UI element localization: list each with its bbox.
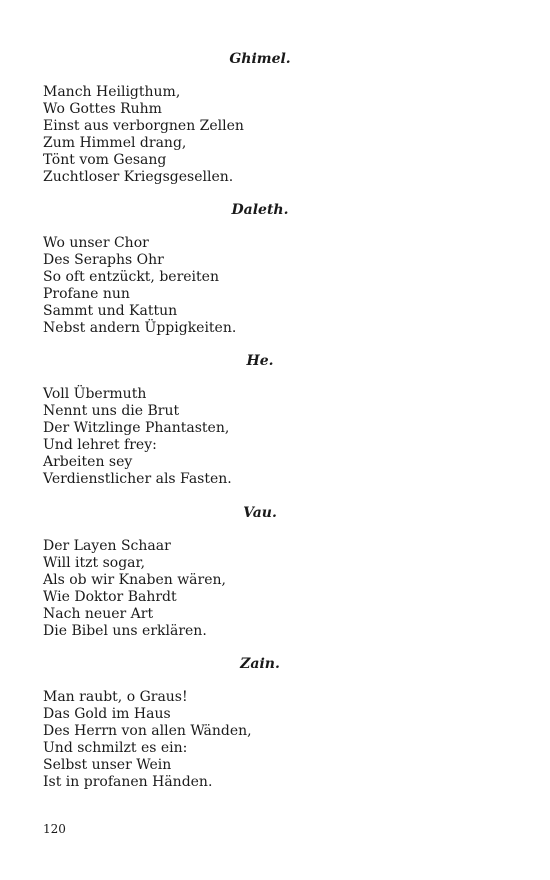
stanza-lines	[43, 538, 503, 639]
stanza-heading: He.	[246, 353, 274, 369]
stanza-heading: Vau.	[243, 505, 277, 521]
verse-line: Nach neuer Art	[43, 605, 154, 622]
verse-line: Das Gold im Haus	[43, 705, 171, 722]
verse-line: Will itzt sogar,	[43, 554, 146, 571]
stanza-heading: Ghimel.	[229, 51, 291, 67]
verse-line: Nennt uns die Brut	[43, 402, 180, 419]
stanza-heading: Zain.	[240, 656, 280, 672]
verse-line: Man raubt, o Graus!	[43, 689, 188, 705]
verse-line: Nebst andern Üppigkeiten.	[43, 319, 237, 336]
verse-line: Zuchtloser Kriegsgesellen.	[43, 168, 234, 185]
verse-line: Wie Doktor Bahrdt	[43, 588, 177, 605]
verse-line: Als ob wir Knaben wären,	[43, 571, 226, 588]
stanza-daleth	[43, 202, 503, 336]
stanza-ghimel	[43, 51, 503, 185]
verse-line: Des Seraphs Ohr	[43, 251, 164, 268]
verse-line: Tönt vom Gesang	[43, 151, 167, 168]
stanza-vau	[43, 505, 503, 639]
stanza-lines	[43, 84, 503, 185]
stanza-lines	[43, 235, 503, 336]
stanza-zain	[43, 656, 503, 790]
verse-line: Manch Heiligthum,	[43, 84, 181, 100]
stanza-lines	[43, 386, 503, 487]
verse-line: Zum Himmel drang,	[43, 134, 187, 151]
verse-line: Einst aus verborgnen Zellen	[43, 117, 244, 134]
verse-line: Ist in profanen Händen.	[43, 773, 213, 790]
verse-line: Die Bibel uns erklären.	[43, 622, 207, 639]
verse-line: Wo unser Chor	[43, 235, 149, 251]
stanza-lines	[43, 689, 503, 790]
verse-line: Der Witzlinge Phantasten,	[43, 419, 230, 436]
verse-line: Selbst unser Wein	[43, 756, 172, 773]
verse-line: So oft entzückt, bereiten	[43, 268, 219, 285]
verse-line: Sammt und Kattun	[43, 302, 178, 319]
verse-line: Und lehret frey:	[43, 436, 157, 453]
verse-line: Wo Gottes Ruhm	[43, 100, 162, 117]
page-number: 120	[43, 822, 66, 836]
stanza-he	[43, 353, 503, 487]
verse-line: Profane nun	[43, 285, 130, 302]
verse-line: Voll Übermuth	[43, 386, 147, 402]
stanza-heading: Daleth.	[231, 202, 289, 218]
verse-line: Arbeiten sey	[43, 453, 133, 470]
verse-line: Der Layen Schaar	[43, 538, 171, 554]
verse-line: Des Herrn von allen Wänden,	[43, 722, 252, 739]
verse-line: Verdienstlicher als Fasten.	[43, 470, 232, 487]
verse-line: Und schmilzt es ein:	[43, 739, 188, 756]
